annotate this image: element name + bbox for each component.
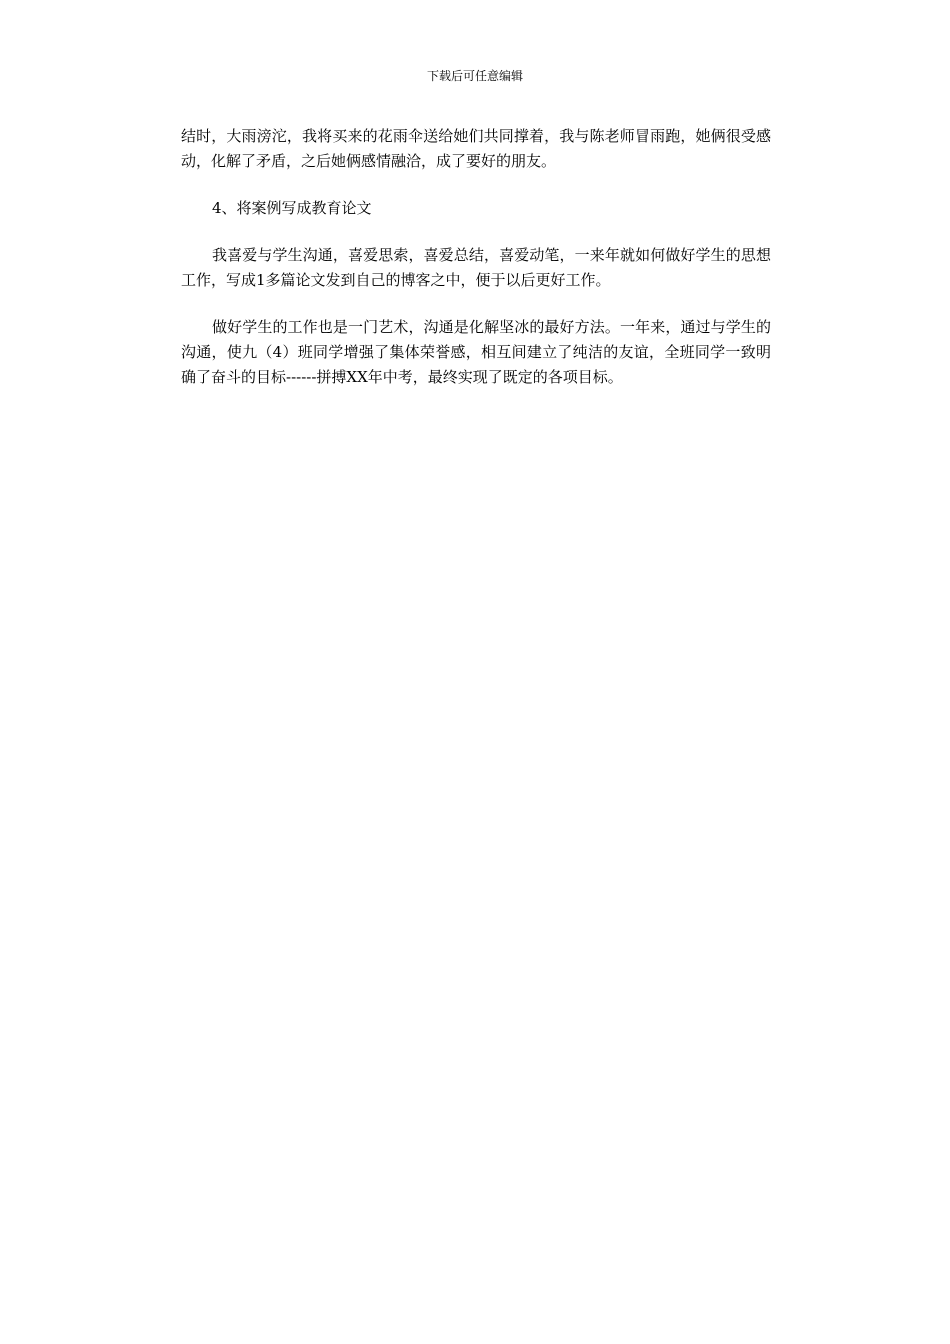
paragraph: 我喜爱与学生沟通，喜爱思索，喜爱总结，喜爱动笔，一来年就如何做好学生的思想工作，写成1多篇论文发到自己的博客之中，便于以后更好工作。 (181, 246, 771, 289)
section-heading: 4、将案例写成教育论文 (212, 199, 372, 217)
paragraph-continuation: 结时，大雨滂沱，我将买来的花雨伞送给她们共同撑着，我与陈老师冒雨跑，她俩很受感动，化解了矛盾，之后她俩感情融洽，成了要好的朋友。 (181, 127, 771, 170)
paragraph: 做好学生的工作也是一门艺术，沟通是化解坚冰的最好方法。一年来，通过与学生的沟通，使九（4）班同学增强了集体荣誉感，相互间建立了纯洁的友谊，全班同学一致明确了奋斗的目标------拼搏XX年中考，最终实现了既定的各项目标。 (181, 318, 771, 386)
page-header: 下载后可任意编辑 (426, 69, 523, 83)
document-body (181, 124, 771, 412)
